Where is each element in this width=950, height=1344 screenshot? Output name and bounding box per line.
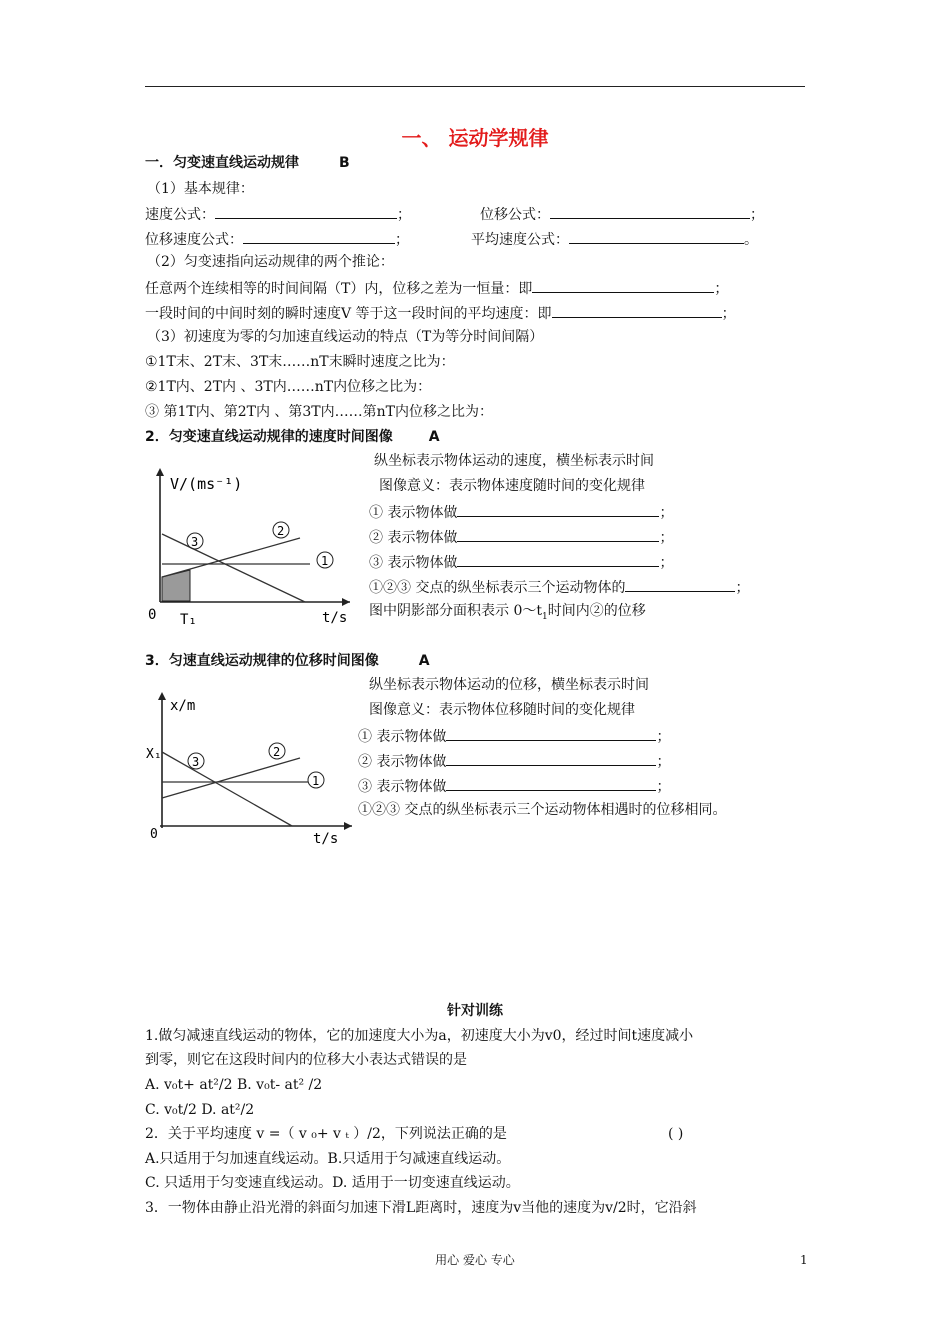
- basic-rules-label: （1）基本规律：: [147, 181, 254, 197]
- displacement-formula-row: 位移公式： ；: [480, 204, 764, 224]
- vt-label-1: 1: [321, 554, 329, 568]
- vt-t1-label: T₁: [180, 612, 197, 628]
- page-number: 1: [800, 1253, 808, 1267]
- header-rule: [145, 86, 805, 87]
- vt-origin-label: 0: [148, 607, 157, 623]
- xt-item2: ② 表示物体做 ；: [358, 751, 670, 771]
- q2-answer-paren: ( ): [668, 1126, 684, 1142]
- vt-y-arrow: [156, 468, 164, 476]
- section3-heading: 3．匀速直线运动规律的位移时间图像 A: [145, 653, 430, 669]
- feature1: ①1T末、2T末、3T末……nT末瞬时速度之比为：: [145, 354, 455, 370]
- xt-label-3: 3: [192, 755, 200, 769]
- xt-label-2: 2: [273, 745, 281, 759]
- q1-line1: 1.做匀减速直线运动的物体，它的加速度大小为a，初速度大小为v0，经过时间t速度减小: [145, 1028, 694, 1044]
- xt-x-arrow: [344, 822, 352, 830]
- xt-item1: ① 表示物体做 ；: [358, 726, 670, 746]
- vt-item1: ① 表示物体做 ；: [369, 502, 673, 522]
- xt-x1-label: X₁: [146, 747, 162, 762]
- section2-heading: 2．匀变速直线运动规律的速度时间图像 A: [145, 429, 440, 445]
- features-label: （3）初速度为零的匀加速直线运动的特点（T为等分时间间隔）: [147, 329, 544, 345]
- q2-stem: 2．关于平均速度 v =（ v ₀+ v ₜ ）/2，下列说法正确的是: [145, 1126, 507, 1142]
- xt-desc2: 图像意义：表示物体位移随时间的变化规律: [369, 702, 635, 718]
- vt-desc2: 图像意义：表示物体速度随时间的变化规律: [379, 478, 645, 494]
- vt-shade-desc: 图中阴影部分面积表示 $0\sim t_1$时间内②的位移: [369, 603, 646, 622]
- xt-x-label: t/s: [313, 831, 339, 847]
- vt-label-3: 3: [191, 535, 199, 549]
- xt-y-label: x/m: [170, 698, 196, 714]
- position-time-graph: [140, 688, 355, 850]
- avg-velocity-formula-row: 平均速度公式： 。: [471, 229, 758, 249]
- q3-stem: 3．一物体由静止沿光滑的斜面匀加速下滑L距离时，速度为v当他的速度为v/2时，它沿斜: [145, 1200, 697, 1216]
- vt-y-label: V/(ms⁻¹): [170, 475, 243, 493]
- vt-label-2: 2: [277, 524, 285, 538]
- xt-origin-label: 0: [150, 827, 158, 842]
- feature2: ②1T内、2T内 、3T内……nT内位移之比为：: [145, 379, 432, 395]
- page-title: 一、 运动学规律: [401, 126, 549, 150]
- q1-line2: 到零，则它在这段时间内的位移大小表达式错误的是: [145, 1052, 467, 1068]
- vt-shaded-area: [162, 570, 190, 601]
- xt-label-1: 1: [312, 774, 320, 788]
- vt-desc1: 纵坐标表示物体运动的速度，横坐标表示时间: [374, 453, 654, 469]
- corollary1-row: 任意两个连续相等的时间间隔（T）内，位移之差为一恒量：即 ；: [145, 278, 728, 298]
- vt-x-arrow: [342, 598, 350, 606]
- q2-options-ab: A.只适用于匀加速直线运动。B.只适用于匀减速直线运动。: [145, 1151, 511, 1167]
- feature3: ③ 第1T内、第2T内 、第3T内……第nT内位移之比为：: [145, 404, 493, 420]
- corollaries-label: （2）匀变速指向运动规律的两个推论：: [147, 254, 394, 270]
- disp-velocity-formula-row: 位移速度公式： ；: [145, 229, 409, 249]
- xt-desc1: 纵坐标表示物体运动的位移，横坐标表示时间: [369, 677, 649, 693]
- vt-item3: ③ 表示物体做 ；: [369, 552, 673, 572]
- xt-intersect: ①②③ 交点的纵坐标表示三个运动物体相遇时的位移相同。: [358, 802, 727, 818]
- vt-x-label: t/s: [322, 610, 348, 626]
- velocity-time-graph: [140, 462, 355, 632]
- vt-item2: ② 表示物体做 ；: [369, 527, 673, 547]
- xt-item3: ③ 表示物体做 ；: [358, 776, 670, 796]
- xt-y-arrow: [158, 692, 166, 700]
- xt-line-3: [162, 752, 292, 826]
- q2-options-cd: C. 只适用于匀变速直线运动。D. 适用于一切变速直线运动。: [145, 1175, 520, 1191]
- footer-text: 用心 爱心 专心: [435, 1253, 515, 1267]
- velocity-formula-row: 速度公式： ；: [145, 204, 411, 224]
- section1-heading: 一．匀变速直线运动规律 B: [145, 155, 350, 171]
- corollary2-row: 一段时间的中间时刻的瞬时速度V 等于这一段时间的平均速度：即 ；: [145, 303, 736, 323]
- q1-options-cd: C. v₀t/2 D. at²/2: [145, 1102, 255, 1118]
- q1-options-ab: A. v₀t+ at²/2 B. v₀t- at² /2: [145, 1077, 323, 1093]
- vt-intersect: ①②③ 交点的纵坐标表示三个运动物体的 ；: [369, 577, 749, 597]
- practice-heading: 针对训练: [447, 1003, 503, 1019]
